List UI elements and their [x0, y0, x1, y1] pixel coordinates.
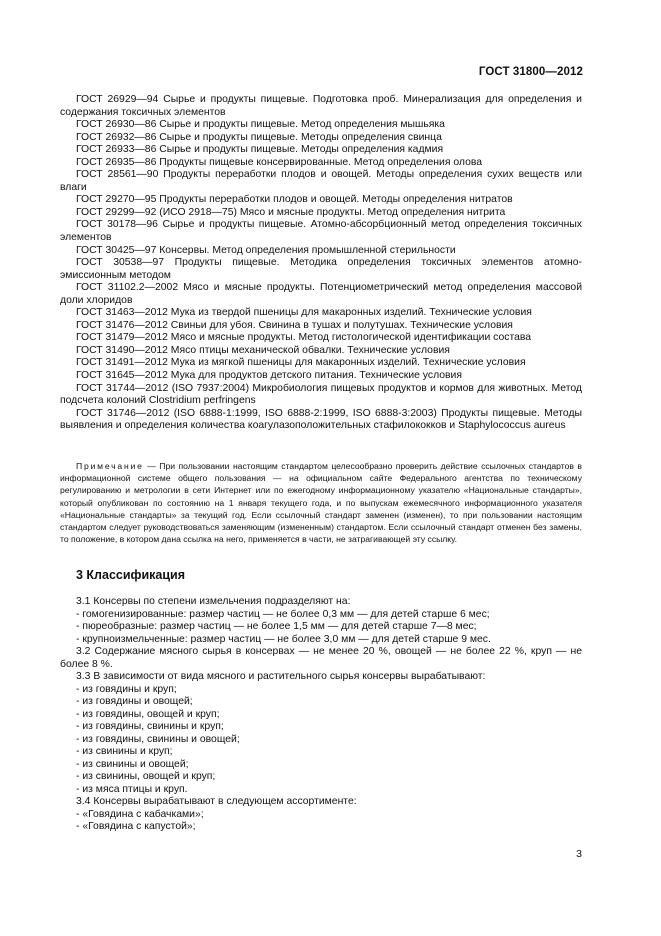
list-item: - из говядины и круп;	[76, 683, 177, 695]
reference-item: ГОСТ 31479—2012 Мясо и мясные продукты. Метод гистологической идентификации состава	[76, 332, 532, 344]
reference-item: ГОСТ 30425—97 Консервы. Метод определения промышленной стерильности	[76, 244, 456, 256]
list-item: - из говядины, свинины и круп;	[76, 721, 224, 732]
note-paragraph	[60, 460, 582, 545]
page-number: 3	[576, 848, 582, 860]
reference-item: ГОСТ 31463—2012 Мука из твердой пшеницы для макаронных изделий. Технические условия	[76, 307, 532, 319]
reference-item: ГОСТ 26932—86 Сырье и продукты пищевые. Методы определения свинца	[76, 131, 442, 143]
list-item: - пюреобразные: размер частиц — не более 1,5 мм — для детей старше 7—8 мес;	[76, 621, 477, 632]
reference-item: ГОСТ 26930—86 Сырье и продукты пищевые. Метод определения мышьяка	[76, 119, 445, 131]
standard-code-header: ГОСТ 31800—2012	[478, 66, 583, 78]
list-item: - из мяса птицы и круп.	[76, 783, 188, 795]
list-item: - крупноизмельченные: размер частиц — не более 3,0 мм — для детей старше 9 мес.	[76, 633, 491, 645]
section-body	[60, 596, 582, 834]
reference-item: ГОСТ 28561—90 Продукты переработки плодов и овощей. Методы определения сухих веществ или влаги	[60, 169, 582, 193]
clause-3-1: 3.1 Консервы по степени измельчения подразделяют на:	[76, 596, 351, 607]
clause-3-2: 3.2 Содержание мясного сырья в консервах — не менее 20 %, овощей — не более 22 %, круп — не более 8 %.	[60, 646, 582, 670]
reference-item: ГОСТ 31102.2—2002 Мясо и мясные продукты. Потенциометрический метод определения массовой доли хлоридов	[60, 282, 582, 306]
note-label: Примечание	[76, 461, 144, 471]
reference-item: ГОСТ 26933—86 Сырье и продукты пищевые. Методы определения кадмия	[76, 144, 444, 156]
note-text: — При пользовании настоящим стандартом целесообразно проверить действие ссылочных стандартов в информационной системе общего пользования — на официальном сайте Федерального агентства по техническому регулированию и метрологии в сети Интернет или по ежегодному информационному указателю «Национальные стандарты», который опубликован по состоянию на 1 января текущего года, и по выпускам ежемесячного информационного указателя «Национальные стандарты» за текущий год. Если ссылочный стандарт заменен (изменен), то при пользовании настоящим стандартом следует руководствоваться заменяющим (измененным) стандартом. Если ссылочный стандарт отменен без замены, то положение, в котором дана ссылка на него, применяется в части, не затрагивающей эту ссылку.	[60, 461, 582, 545]
list-item: - из свинины и круп;	[76, 746, 173, 757]
list-item: - «Говядина с капустой»;	[76, 821, 196, 832]
list-item: - из говядины, свинины и овощей;	[76, 733, 240, 745]
reference-item: ГОСТ 26935—86 Продукты пищевые консервированные. Метод определения олова	[76, 156, 483, 168]
clause-3-4: 3.4 Консервы вырабатывают в следующем ассортименте:	[76, 796, 357, 807]
reference-item: ГОСТ 31746—2012 (ISO 6888-1:1999, ISO 6888-2:1999, ISO 6888-3:2003) Продукты пищевые. Методы выявления и определения количества коагулазоположительных стафилококков и Staphylococcus aureus	[60, 407, 582, 432]
normative-references-list	[60, 94, 582, 433]
section-heading: 3 Классификация	[76, 568, 186, 582]
reference-item: ГОСТ 29270—95 Продукты переработки плодов и овощей. Методы определения нитратов	[76, 194, 513, 206]
reference-item: ГОСТ 31491—2012 Мука из мягкой пшеницы для макаронных изделий. Технические условия	[76, 357, 526, 369]
reference-item: ГОСТ 30538—97 Продукты пищевые. Методика определения токсичных элементов атомно-эмиссионным методом	[60, 257, 582, 281]
reference-item: ГОСТ 30178—96 Сырье и продукты пищевые. Атомно-абсорбционный метод определения токсичных элементов	[60, 219, 582, 244]
clause-3-3: 3.3 В зависимости от вида мясного и растительного сырья консервы вырабатывают:	[76, 671, 486, 682]
reference-item: ГОСТ 31744—2012 (ISO 7937:2004) Микробиология пищевых продуктов и кормов для животных. Метод подсчета колоний Clostridium perfringens	[60, 382, 582, 407]
reference-item: ГОСТ 31476—2012 Свиньи для убоя. Свинина в тушах и полутушах. Технические условия	[76, 319, 513, 331]
reference-item: ГОСТ 31490—2012 Мясо птицы механической обвалки. Технические условия	[76, 344, 450, 356]
list-item: - из свинины, овощей и круп;	[76, 771, 216, 782]
list-item: - из свинины и овощей;	[76, 758, 189, 770]
list-item: - «Говядина с кабачками»;	[76, 808, 204, 820]
reference-item: ГОСТ 31645—2012 Мука для продуктов детского питания. Технические условия	[76, 370, 462, 382]
list-item: - гомогенизированные: размер частиц — не более 0,3 мм — для детей старше 6 мес;	[76, 608, 490, 620]
list-item: - из говядины и овощей;	[76, 696, 193, 707]
reference-item: ГОСТ 26929—94 Сырье и продукты пищевые. Подготовка проб. Минерализация для определения и содержания токсичных элементов	[60, 94, 582, 118]
list-item: - из говядины, овощей и круп;	[76, 708, 220, 720]
reference-item: ГОСТ 29299—92 (ИСО 2918—75) Мясо и мясные продукты. Метод определения нитрита	[76, 206, 506, 218]
